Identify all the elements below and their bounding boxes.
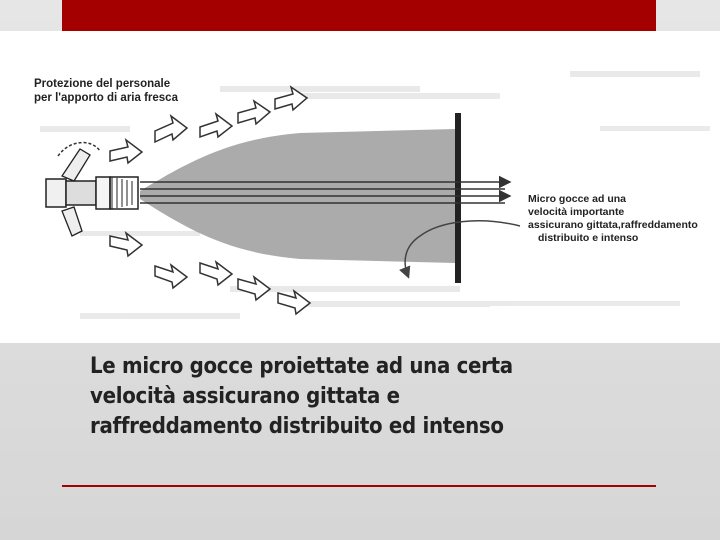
figure-label-right-line-1: Micro gocce ad una bbox=[528, 193, 627, 205]
caption-line-1: Le micro gocce proiettate ad una certa bbox=[90, 354, 513, 379]
figure-label-right-line-4: distribuito e intenso bbox=[538, 232, 639, 244]
spray-diagram bbox=[0, 31, 720, 343]
caption-line-2: velocità assicurano gittata e bbox=[90, 384, 400, 409]
top-accent-band bbox=[62, 0, 656, 31]
wall-icon bbox=[455, 113, 461, 283]
figure-label-top bbox=[34, 77, 234, 105]
slide-caption bbox=[90, 352, 650, 442]
figure-label-top-line-1: Protezione del personale bbox=[34, 78, 171, 90]
figure-label-right-line-3: assicurano gittata,raffreddamento bbox=[528, 219, 698, 231]
figure-label-right-line-2: velocità importante bbox=[528, 206, 625, 218]
nozzle-icon bbox=[46, 149, 138, 236]
figure-label-top-line-2: per l'apporto di aria fresca bbox=[34, 92, 178, 104]
figure-label-right bbox=[528, 193, 718, 245]
caption-line-3: raffreddamento distribuito ed intenso bbox=[90, 414, 504, 439]
bottom-accent-rule bbox=[62, 485, 656, 487]
